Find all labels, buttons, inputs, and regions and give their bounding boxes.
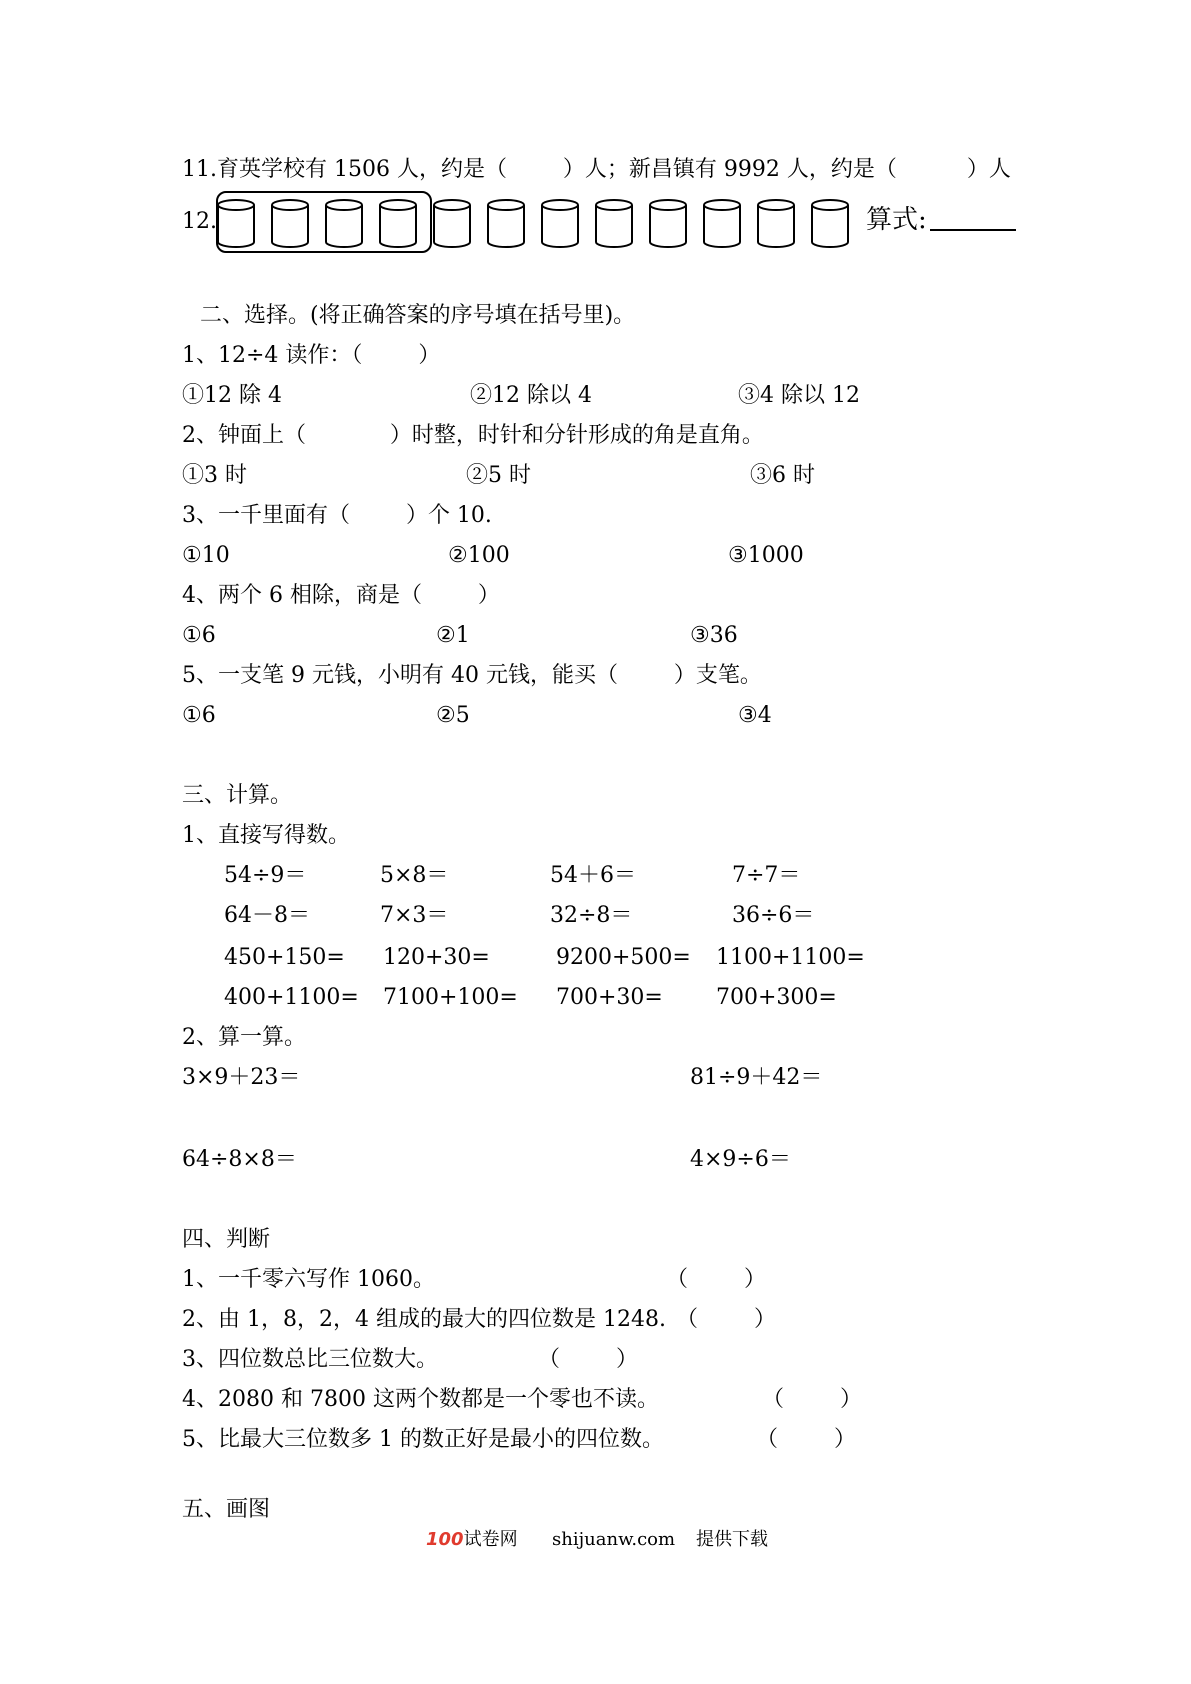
choice-q3-option-a: ①10 [182,543,230,568]
choice-q4-option-a: ①6 [182,623,216,648]
section-4-title: 四、判断 [182,1227,271,1252]
cylinder-icon [756,198,796,250]
choice-q4-stem: 4、两个 6 相除，商是（ ） [182,583,500,608]
mental-math-item: 54÷9＝ [224,863,307,888]
mental-math-item: 1100+1100= [716,945,865,970]
mental-math-item: 64－8＝ [224,903,310,928]
formula-label: 算式: [866,205,927,235]
footer-url: shijuanw.com [552,1529,676,1550]
calc-sub2-title: 2、算一算。 [182,1025,306,1050]
calc-item: 3×9＋23＝ [182,1065,301,1090]
choice-q1-stem: 1、12÷4 读作：（ ） [182,343,441,368]
cylinder-icon [702,198,742,250]
logo-100-icon: 100 [426,1529,464,1550]
choice-q2-option-a: ①3 时 [182,463,247,488]
mental-math-item: 54＋6＝ [550,863,636,888]
judge-answer-paren: （ ） [762,1387,862,1412]
choice-q5-option-b: ②5 [436,703,470,728]
choice-q4-option-b: ②1 [436,623,470,648]
footer-logo [426,1528,518,1552]
judge-item: 4、2080 和 7800 这两个数都是一个零也不读。 [182,1387,659,1412]
mental-math-item: 7×3＝ [380,903,449,928]
mental-math-item: 700+300= [716,985,837,1010]
choice-q5-option-a: ①6 [182,703,216,728]
footer-note: 提供下载 [696,1529,768,1550]
choice-q2-option-b: ②5 时 [466,463,531,488]
footer-site-name: 试卷网 [463,1529,518,1550]
judge-item: 5、比最大三位数多 1 的数正好是最小的四位数。 [182,1427,664,1452]
choice-q1-option-b: ②12 除以 4 [470,383,592,408]
mental-math-item: 120+30= [383,945,490,970]
mental-math-item: 7100+100= [383,985,518,1010]
mental-math-item: 700+30= [556,985,663,1010]
cylinder-icon [270,198,310,250]
question-11: 11.育英学校有 1506 人，约是（ ）人；新昌镇有 9992 人，约是（ ）人 [182,157,1011,182]
calc-item: 81÷9＋42＝ [690,1065,823,1090]
mental-math-item: 32÷8＝ [550,903,633,928]
choice-q5-option-c: ③4 [738,703,772,728]
cylinder-icon [324,198,364,250]
cylinder-icon [378,198,418,250]
cylinder-icon [486,198,526,250]
judge-item: 2、由 1，8，2，4 组成的最大的四位数是 1248. [182,1307,666,1332]
judge-answer-paren: （ ） [666,1267,766,1292]
judge-item: 3、四位数总比三位数大。 [182,1347,438,1372]
choice-q1-option-c: ③4 除以 12 [738,383,860,408]
cylinder-icon [648,198,688,250]
judge-answer-paren: （ ） [538,1347,638,1372]
judge-item: 1、一千零六写作 1060。 [182,1267,435,1292]
answer-blank-line [930,229,1016,231]
judge-answer-paren: （ ） [756,1427,856,1452]
mental-math-item: 9200+500= [556,945,691,970]
section-2-title: 二、选择。(将正确答案的序号填在括号里)。 [200,303,636,328]
mental-math-item: 7÷7＝ [732,863,801,888]
cylinder-icon [216,198,256,250]
choice-q5-stem: 5、一支笔 9 元钱，小明有 40 元钱，能买（ ）支笔。 [182,663,762,688]
cylinder-icon [540,198,580,250]
cylinder-icon [594,198,634,250]
choice-q3-stem: 3、一千里面有（ ）个 10. [182,503,492,528]
choice-q1-option-a: ①12 除 4 [182,383,282,408]
question-12-number: 12. [182,209,217,234]
choice-q3-option-b: ②100 [448,543,510,568]
choice-q4-option-c: ③36 [690,623,738,648]
judge-answer-paren: （ ） [676,1307,776,1332]
calc-sub1-title: 1、直接写得数。 [182,823,350,848]
choice-q2-stem: 2、钟面上（ ）时整，时针和分针形成的角是直角。 [182,423,764,448]
calc-item: 4×9÷6＝ [690,1147,791,1172]
section-5-title: 五、画图 [182,1497,271,1522]
calc-item: 64÷8×8＝ [182,1147,297,1172]
cylinder-icon [432,198,472,250]
mental-math-item: 450+150= [224,945,345,970]
choice-q2-option-c: ③6 时 [750,463,815,488]
mental-math-item: 400+1100= [224,985,359,1010]
choice-q3-option-c: ③1000 [728,543,804,568]
mental-math-item: 36÷6＝ [732,903,815,928]
section-3-title: 三、计算。 [182,783,293,808]
cylinder-icon [810,198,850,250]
mental-math-item: 5×8＝ [380,863,449,888]
